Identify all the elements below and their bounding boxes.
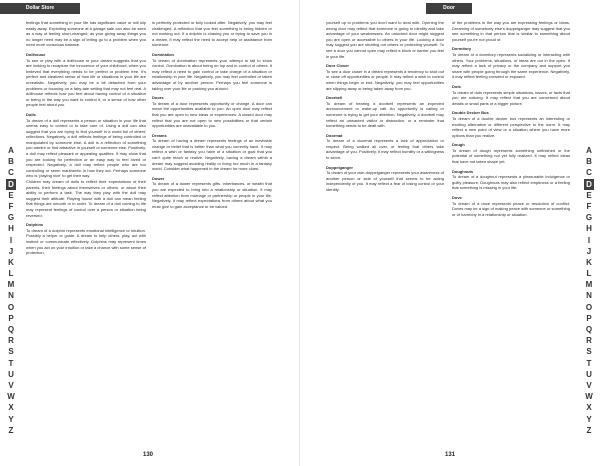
entry-body: To dream of a doughnut represents a pleasurable indulgence or guilty pleasure. Doughnuts may also reflect emptiness or a feeling that something is missing in your life.: [452, 174, 570, 191]
index-letter-y[interactable]: Y: [8, 414, 14, 424]
entry-heading: Doughnuts: [452, 168, 474, 174]
index-letter-s[interactable]: S: [586, 347, 592, 357]
index-letter-p[interactable]: P: [8, 313, 14, 323]
entry-heading: Doormat: [326, 132, 343, 138]
entry-body: To dream of your own doppelganger represents your awareness of another person or side of yourself that seems to be acting independently of you. It may reflect a fear of losing control or your identity.: [326, 170, 444, 193]
right-column-1: [326, 20, 444, 440]
entry-heading: Dolphins: [26, 222, 44, 228]
page-number: 130: [143, 452, 154, 458]
index-letter-i[interactable]: I: [587, 235, 591, 245]
index-letter-a[interactable]: A: [586, 146, 592, 155]
entry-body: To dream of domination represents your attempt to fail to show control. Domination is about being on top and in control of others. It may reflect a need to gain control or take charge of a situation or relationship in your life. Negatively, you may feel controlled or taken advantage of by another person. Perhaps you feel someone is taking over your life or pushing you around.: [152, 57, 272, 91]
entry-heading: Dollhouse: [26, 51, 46, 57]
index-letter-b[interactable]: B: [586, 157, 592, 167]
entry-heading: Doppelganger: [326, 164, 353, 170]
index-letter-r[interactable]: R: [8, 336, 14, 346]
index-letter-w[interactable]: W: [7, 392, 15, 402]
entry-heading: Domination: [152, 51, 174, 57]
index-letter-v[interactable]: V: [8, 380, 14, 390]
entry-heading: Dormitory: [452, 46, 472, 52]
entry-body: To dream of a dove represents peace or resolution of conflict. Doves may be a sign of making peace with someone or something or of harmony in a relationship or situation.: [452, 200, 570, 217]
index-letter-x[interactable]: X: [8, 403, 14, 413]
entry-heading: Dolls: [26, 111, 36, 117]
alphabet-index: [5, 145, 17, 436]
index-letter-k[interactable]: K: [8, 257, 14, 267]
entry-body: yourself up to problems you don't want to deal with. Opening the wrong door may reflect that someone is going to identify and take advantage of your weaknesses. An unlocked door might suggest you are open or accessible to others in your life. Locking a door may suggest you are shutting out others or protecting yourself. To see a door you cannot open may reflect a block or barrier you feel in your life.: [326, 20, 444, 59]
running-header-tab: Door: [426, 3, 472, 14]
entry-body: To dream of a dower represents gifts, inheritances, or wealth that you are expected to bring into a relationship or situation. It may reflect attention from marriage or partnership or people in your life. Negatively, it may reflect expectations from others about what you must give to gain acceptance or be valued.: [152, 181, 272, 209]
index-letter-w[interactable]: W: [585, 392, 593, 402]
entry-heading: Dreams: [152, 132, 167, 138]
index-letter-h[interactable]: H: [8, 224, 14, 234]
entry-body: To see a door closer in a dream represents a tendency to shut out or close off opportunities or people. It may reflect a wish to control when things begin or end. Negatively, you may feel opportunities are slipping away or being taken away from you.: [326, 68, 444, 91]
index-letter-l[interactable]: L: [586, 269, 592, 279]
entry-heading: Double Decker Bus: [452, 110, 489, 116]
index-letter-d[interactable]: D: [6, 179, 16, 190]
index-letter-o[interactable]: O: [7, 302, 15, 312]
entry-heading: Door Closer: [326, 63, 349, 69]
entry-body: To dream of a door represents opportunity or change. A door can mean the opportunities available to you. An open door may reflect that you are open to new ideas or experiences. A closed door may reflect that you are not open to new possibilities or that certain opportunities are unavailable to you.: [152, 100, 272, 129]
entry-body: To dream of dough represents something unfinished or the potential of something not yet fully realized. It may reflect ideas that have not taken shape yet.: [452, 147, 570, 165]
entry-heading: Dough: [452, 142, 465, 148]
index-letter-r[interactable]: R: [586, 336, 592, 346]
index-letter-v[interactable]: V: [586, 380, 592, 390]
entry-body: To dream of a doll represents a person or situation in your life that seems easy to control or to take care of. Using a doll can also suggest that you are trying to find yourself in a world full of others' reflections. Negatively, a doll reflects feelings of being controlled or manipulated by someone else. A doll is a reflection of something you admire or find attractive in yourself or someone else. Positively, a doll may reflect pleasant or appealing qualities. It may show that you are looking for perfection or an easy way to feel loved or respected. Negatively, a doll may reflect people who are too controlling or seem inauthentic in how they act. Perhaps someone who is 'playing nice' to get their way.: [26, 117, 146, 179]
entry-body: To dream of dots represents simple situations, issues, or facts that you are noticing. It may reflect that you are concerned about details or small parts of a bigger picture.: [452, 89, 570, 106]
index-letter-n[interactable]: N: [8, 291, 14, 301]
index-letter-t[interactable]: T: [586, 358, 592, 368]
entry-body: of the problems in the way you are expressing feelings or ideas. Dreaming of somebody else's doppelganger may suggest that you see something in that person that is similar to something about yourself you're not proud of.: [452, 20, 570, 42]
index-letter-g[interactable]: G: [7, 213, 15, 223]
index-letter-g[interactable]: G: [585, 213, 593, 223]
index-letter-c[interactable]: C: [8, 168, 14, 178]
index-letter-k[interactable]: K: [586, 257, 592, 267]
index-letter-q[interactable]: Q: [585, 325, 593, 334]
index-letter-f[interactable]: F: [8, 201, 14, 211]
entry-body: Children may dream of dolls to reflect their expectations of their parents, their feelings about themselves or others, or about their ability to perform a task. The way they play with the doll may suggest their attitude. Playing house with a doll can mean feeling that things are smooth or in order. To dream of a doll coming to life may represent feelings of control over a person or situation being reversed.: [26, 179, 146, 218]
right-column-2: [452, 20, 570, 440]
entry-heading: Dove: [452, 195, 462, 201]
index-letter-y[interactable]: Y: [586, 414, 592, 424]
index-letter-l[interactable]: L: [8, 269, 14, 279]
index-letter-p[interactable]: P: [586, 313, 592, 323]
left-column-1: [26, 20, 146, 440]
index-letter-n[interactable]: N: [586, 291, 592, 301]
index-letter-u[interactable]: U: [8, 369, 14, 379]
index-letter-a[interactable]: A: [8, 146, 14, 155]
entry-heading: Doorbell: [326, 95, 343, 101]
entry-body: To dream of a dormitory represents socializing or interacting with others. Your problems, situations, or ideas are out in the open. It may reflect a lack of privacy or the company and support you share with people going through the same experience. Negatively, it may reflect feeling crowded or exposed.: [452, 51, 570, 80]
entry-body: To dream of a doormat represents a lack of appreciation or respect. Being walked all over, or feeling that others take advantage of you. Positively, it may reflect humility or a willingness to serve.: [326, 138, 444, 161]
entry-body: To dream of having a dream represents feelings of an inevitable change or belief that is better than what you currently have. It may reflect a wish or fantasy you have of a situation or goal that you can't quite reach or realize. Negatively, having a dream within a dream may suggest avoiding reality or living too much in a fantasy world. Consider what happened in the dream for more clues.: [152, 138, 272, 172]
index-letter-c[interactable]: C: [586, 168, 592, 178]
entry-body: To dream of hearing a doorbell represents an expected announcement or wake-up call. An opportunity is calling or someone is trying to get your attention. Negatively, a doorbell may reflect an unwanted visitor or distraction, or a reminder that something needs to be dealt with.: [326, 100, 444, 129]
left-column-2: [152, 20, 272, 440]
index-letter-s[interactable]: S: [8, 347, 14, 357]
index-letter-h[interactable]: H: [586, 224, 592, 234]
entry-body: To see or play with a dollhouse or your dream suggests that you are looking to recapture the innocence of your childhood, when you believed that everything needs to be perfect or problem free. It's perfect and idealized sense of how life or situations in your life are unrealistic. Negatively, you may be a bit detached from your problems or focusing on a fairy-tale setting that may not feel real. A dollhouse reflects how you feel about having control of a situation or being in the way you want to control it, or a sense of how other people feel about you.: [26, 57, 146, 108]
entry-body: feelings that something in your life has significant value or will slip easily away. Exploiting someone at a garage sale can also be seen as a way of feeling short-changed, as your giving away things you no longer need may be a sign of letting go to a problem when you need more conscious balance.: [26, 20, 146, 48]
index-letter-z[interactable]: Z: [586, 425, 592, 435]
index-letter-x[interactable]: X: [586, 403, 592, 413]
index-letter-e[interactable]: E: [8, 190, 14, 200]
entry-heading: Dots: [452, 83, 461, 89]
alphabet-index: [583, 145, 595, 436]
right-page: [300, 0, 600, 466]
entry-body: To dream of a double decker bus represents an interesting or exciting alternative or different perspective to the norm. It may reflect a new point of view or a situation where you have more options than you realize.: [452, 115, 570, 138]
index-letter-m[interactable]: M: [585, 280, 593, 290]
entry-heading: Doors: [152, 95, 164, 101]
index-letter-e[interactable]: E: [586, 190, 592, 200]
index-letter-t[interactable]: T: [8, 358, 14, 368]
entry-body: is perfectly protected or fully looked after. Negatively, you may feel challenged. A reflection that you feel something is being hidden or not working out. If a dolphin is chasing you or trying to save you in a dream, it may reflect the need to accept help or assistance from someone.: [152, 20, 272, 48]
index-letter-o[interactable]: O: [585, 302, 593, 312]
index-letter-m[interactable]: M: [7, 280, 15, 290]
entry-body: To dream of a dolphin represents emotional intelligence or intuition. Possibly a helper or guide. A dream to help others, play, act with instinct or communicate effectively. Dolphins may represent times when you act on your intuition or take a chance with some sense of protection.: [26, 227, 146, 256]
index-letter-i[interactable]: I: [9, 235, 13, 245]
index-letter-b[interactable]: B: [8, 157, 14, 167]
index-letter-z[interactable]: Z: [8, 425, 14, 435]
index-letter-u[interactable]: U: [586, 369, 592, 379]
running-header-tab: Dollar Store: [0, 3, 80, 14]
index-letter-j[interactable]: J: [586, 246, 592, 256]
index-letter-j[interactable]: J: [8, 246, 14, 256]
index-letter-q[interactable]: Q: [7, 325, 15, 334]
entry-heading: Dower: [152, 175, 165, 181]
index-letter-d[interactable]: D: [584, 179, 594, 190]
page-number: 131: [445, 452, 456, 458]
index-letter-f[interactable]: F: [586, 201, 592, 211]
